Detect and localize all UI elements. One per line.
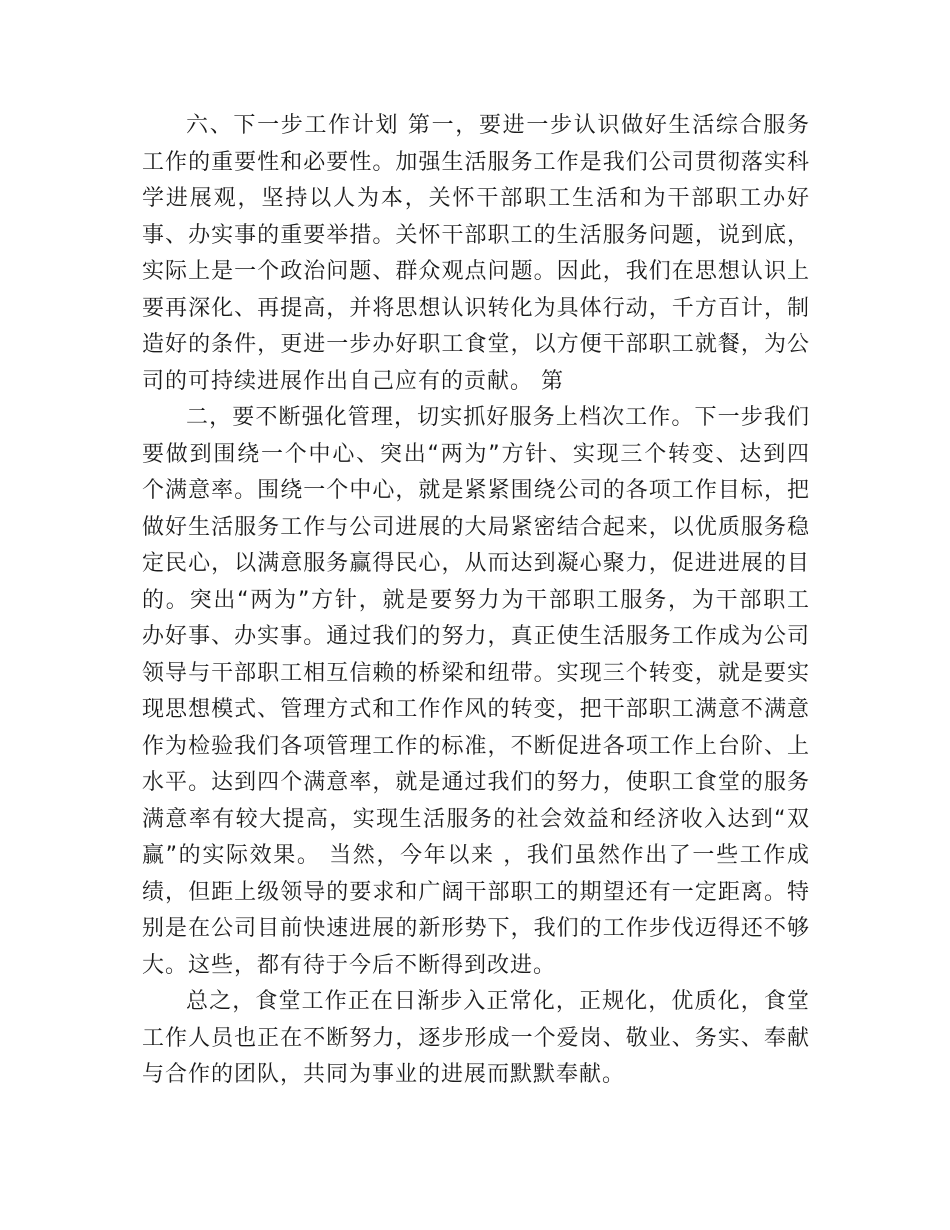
paragraph-summary: 总之，食堂工作正在日渐步入正常化，正规化，优质化，食堂工作人员也正在不断努力，逐步形成一个爱岗、敬业、务实、奉献与合作的团队，共同为事业的进展而默默奉献。 <box>142 989 810 1087</box>
paragraph-management: 二，要不断强化管理，切实抓好服务上档次工作。下一步我们要做到围绕一个中心、突出“两为”方针、实现三个转变、达到四个满意率。围绕一个中心，就是紧紧围绕公司的各项工作目标，把做好生活服务工作与公司进展的大局紧密结合起来，以优质服务稳定民心，以满意服务赢得民心，从而达到凝心聚力，促进进展的目的。突出“两为”方针，就是要努力为干部职工服务，为干部职工办好事、办实事。通过我们的努力，真正使生活服务工作成为公司领导与干部职工相互信赖的桥梁和纽带。实现三个转变，就是要实现思想模式、管理方式和工作作风的转变，把干部职工满意不满意作为检验我们各项管理工作的标准，不断促进各项工作上台阶、上水平。达到四个满意率，就是通过我们的努力，使职工食堂的服务满意率有较大提高，实现生活服务的社会效益和经济收入达到“双赢”的实际效果。 当然，今年以来 ，我们虽然作出了一些工作成绩，但距上级领导的要求和广阔干部职工的期望还有一定距离。特别是在公司目前快速进展的新形势下，我们的工作步伐迈得还不够大。这些，都有待于今后不断得到改进。 <box>142 405 810 978</box>
paragraph-work-plan: 六、下一步工作计划 第一，要进一步认识做好生活综合服务工作的重要性和必要性。加强生活服务工作是我们公司贯彻落实科学进展观，坚持以人为本，关怀干部职工生活和为干部职工办好事、办实事的重要举措。关怀干部职工的生活服务问题，说到底，实际上是一个政治问题、群众观点问题。因此，我们在思想认识上要再深化、再提高，并将思想认识转化为具体行动，千方百计，制造好的条件，更进一步办好职工食堂，以方便干部职工就餐，为公司的可持续进展作出自己应有的贡献。 第 <box>142 113 810 394</box>
document-body <box>142 108 810 1094</box>
